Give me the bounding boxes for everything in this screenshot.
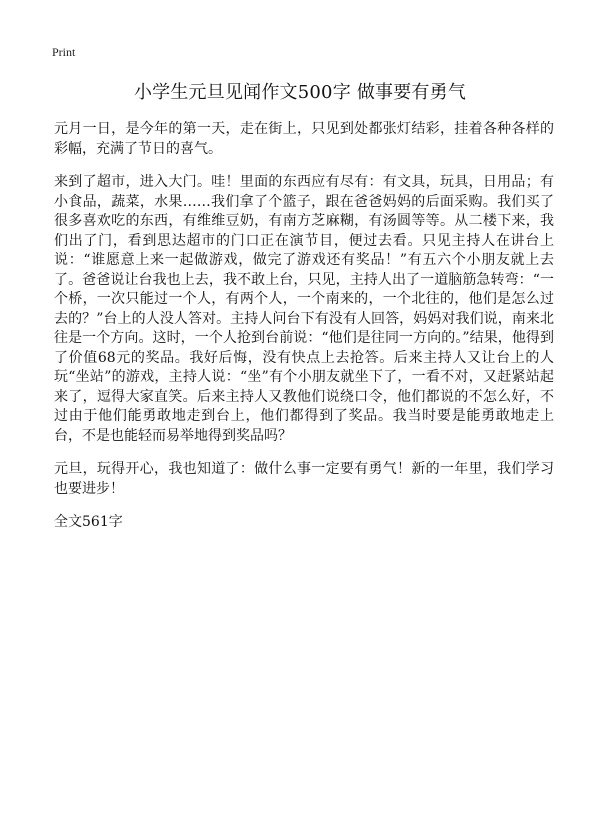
word-count: 全文561字: [54, 514, 123, 530]
paragraph-conclusion: 元旦，玩得开心，我也知道了：做什么事一定要有勇气！新的一年里，我们学习也要进步！: [54, 461, 554, 497]
paragraph-intro: 元月一日，是今年的第一天，走在街上，只见到处都张灯结彩，挂着各种各样的彩幅，充满了节日的喜气。: [54, 121, 554, 157]
article-body: [54, 120, 554, 533]
paragraph-supermarket: 来到了超市，进入大门。哇！里面的东西应有尽有：有文具，玩具，日用品；有小食品，蔬菜，水果……我们拿了个篮子，跟在爸爸妈妈的后面采购。我们买了很多喜欢吃的东西，有维维豆奶，有南方芝麻糊，有汤圆等等。从二楼下来，我们出了门，看到思达超市的门口正在演节目，便过去看。只见主持人在讲台上说：“谁愿意上来一起做游戏，做完了游戏还有奖品！”有五六个小朋友就上去了。爸爸说让台我也上去，我不敢上台，只见，主持人出了一道脑筋急转弯：“一个桥，一次只能过一个人，有两个人，一个南来的，一个北往的，他们是怎么过去的？”台上的人没人答对。主持人问台下有没有人回答，妈妈对我们说，南来北往是一个方向。这时，一个人抢到台前说：“他们是往同一方向的。”结果，他得到了价值68元的奖品。我好后悔，没有快点上去抢答。后来主持人又让台上的人玩“坐站”的游戏，主持人说：“坐”有个小朋友就坐下了，一看不对，又赶紧站起来了，逗得大家直笑。后来主持人又教他们说绕口令，他们都说的不怎么好，不过由于他们能勇敢地走到台上，他们都得到了奖品。我当时要是能勇敢地走上台，不是也能轻而易举地得到奖品吗？: [54, 174, 554, 444]
print-link[interactable]: Print: [52, 45, 76, 59]
page-title: 小学生元旦见闻作文500字 做事要有勇气: [133, 82, 467, 103]
